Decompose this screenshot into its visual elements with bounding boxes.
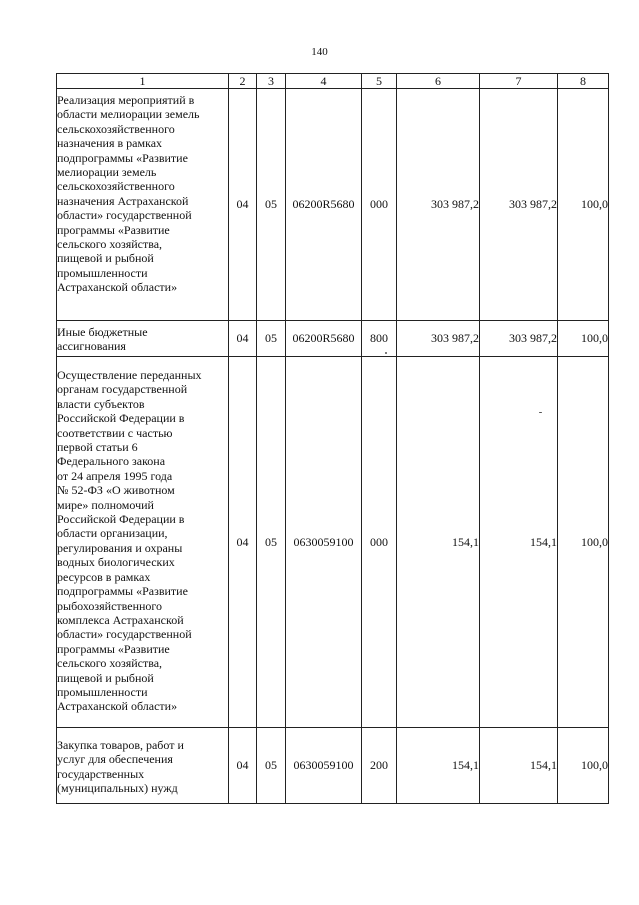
executed-amount-cell: 154,1	[480, 357, 558, 728]
subsection-code-cell: 05	[257, 89, 286, 321]
row-name-line: промышленности	[57, 684, 148, 699]
row-name-line: области» государственной	[57, 627, 192, 642]
row-name-line: (муниципальных) нужд	[57, 781, 178, 796]
executed-amount-cell: 154,1	[480, 728, 558, 804]
section-code-cell: 04	[229, 321, 257, 357]
section-code-cell: 04	[229, 357, 257, 728]
table-row	[57, 89, 609, 321]
header-col-1: 1	[57, 74, 229, 89]
row-name-line: рыбохозяйственного	[57, 598, 163, 613]
table-row	[57, 728, 609, 804]
scan-speck	[385, 352, 387, 354]
target-article-cell: 0630059100	[286, 728, 362, 804]
row-name-line: назначения Астраханской	[57, 193, 189, 208]
row-name-cell	[57, 728, 229, 804]
row-name-line: мире» полномочий	[57, 497, 154, 512]
row-name-line: Осуществление переданных	[57, 368, 202, 382]
header-col-4: 4	[286, 74, 362, 89]
executed-amount-cell: 303 987,2	[480, 321, 558, 357]
subsection-code-cell: 05	[257, 321, 286, 357]
row-name-line: № 52-ФЗ «О животном	[57, 483, 175, 498]
row-name-line: ресурсов в рамках	[57, 569, 151, 584]
row-name-line: Реализация мероприятий в	[57, 93, 195, 107]
percent-executed-cell: 100,0	[558, 728, 609, 804]
header-col-2: 2	[229, 74, 257, 89]
row-name-line: ассигнования	[57, 339, 126, 354]
row-name-line: пищевой и рыбной	[57, 251, 154, 266]
row-name-line: водных биологических	[57, 555, 175, 570]
expense-type-cell: 000	[362, 89, 397, 321]
subsection-code-cell: 05	[257, 357, 286, 728]
section-code-cell: 04	[229, 728, 257, 804]
row-name-line: комплекса Астраханской	[57, 612, 184, 627]
row-name-line: Российской Федерации в	[57, 512, 185, 527]
row-name-line: Иные бюджетные	[57, 325, 148, 339]
row-name-line: области мелиорации земель	[57, 107, 200, 122]
table-body	[57, 89, 609, 804]
table-row	[57, 357, 609, 728]
row-name-line: назначения в рамках	[57, 136, 163, 151]
target-article-cell: 0630059100	[286, 357, 362, 728]
row-name-line: сельского хозяйства,	[57, 656, 163, 671]
row-name-cell	[57, 89, 229, 321]
table-row	[57, 321, 609, 357]
page-number: 140	[311, 46, 328, 58]
header-col-7: 7	[480, 74, 558, 89]
row-name-line: сельскохозяйственного	[57, 121, 175, 136]
executed-amount-cell: 303 987,2	[480, 89, 558, 321]
row-name-line: регулирования и охраны	[57, 540, 183, 555]
section-code-cell: 04	[229, 89, 257, 321]
table-header-row	[57, 74, 609, 89]
row-name-cell	[57, 357, 229, 728]
row-name-line: подпрограммы «Развитие	[57, 584, 188, 599]
header-col-6: 6	[397, 74, 480, 89]
target-article-cell: 06200R5680	[286, 321, 362, 357]
expense-type-cell: 200	[362, 728, 397, 804]
row-name-line: пищевой и рыбной	[57, 670, 154, 685]
expense-type-cell: 000	[362, 357, 397, 728]
row-name-line: от 24 апреля 1995 года	[57, 468, 173, 483]
header-col-8: 8	[558, 74, 609, 89]
row-name-line: области» государственной	[57, 208, 192, 223]
expense-type-cell: 800	[362, 321, 397, 357]
row-name-line: сельского хозяйства,	[57, 237, 163, 252]
row-name-line: услуг для обеспечения	[57, 752, 173, 767]
budget-table	[56, 73, 609, 804]
row-name-line: Российской Федерации в	[57, 411, 185, 426]
row-name-line: власти субъектов	[57, 396, 145, 411]
header-col-3: 3	[257, 74, 286, 89]
row-name-line: мелиорации земель	[57, 165, 157, 180]
planned-amount-cell: 154,1	[397, 728, 480, 804]
row-name-line: первой статьи 6	[57, 440, 138, 455]
percent-executed-cell: 100,0	[558, 321, 609, 357]
row-name-line: государственных	[57, 766, 145, 781]
row-name-line: Астраханской области»	[57, 699, 178, 714]
subsection-code-cell: 05	[257, 728, 286, 804]
header-col-5: 5	[362, 74, 397, 89]
row-name-line: Астраханской области»	[57, 280, 178, 295]
target-article-cell: 06200R5680	[286, 89, 362, 321]
row-name-line: программы «Развитие	[57, 222, 170, 237]
row-name-line: Закупка товаров, работ и	[57, 738, 184, 752]
row-name-line: области организации,	[57, 526, 168, 541]
planned-amount-cell: 303 987,2	[397, 321, 480, 357]
row-name-line: промышленности	[57, 265, 148, 280]
percent-executed-cell: 100,0	[558, 357, 609, 728]
row-name-line: программы «Развитие	[57, 641, 170, 656]
scan-speck	[539, 412, 542, 413]
planned-amount-cell: 303 987,2	[397, 89, 480, 321]
row-name-line: Федерального закона	[57, 454, 166, 469]
row-name-cell	[57, 321, 229, 357]
planned-amount-cell: 154,1	[397, 357, 480, 728]
row-name-line: органам государственной	[57, 382, 188, 397]
row-name-line: соответствии с частью	[57, 425, 173, 440]
percent-executed-cell: 100,0	[558, 89, 609, 321]
row-name-line: подпрограммы «Развитие	[57, 150, 188, 165]
row-name-line: сельскохозяйственного	[57, 179, 175, 194]
